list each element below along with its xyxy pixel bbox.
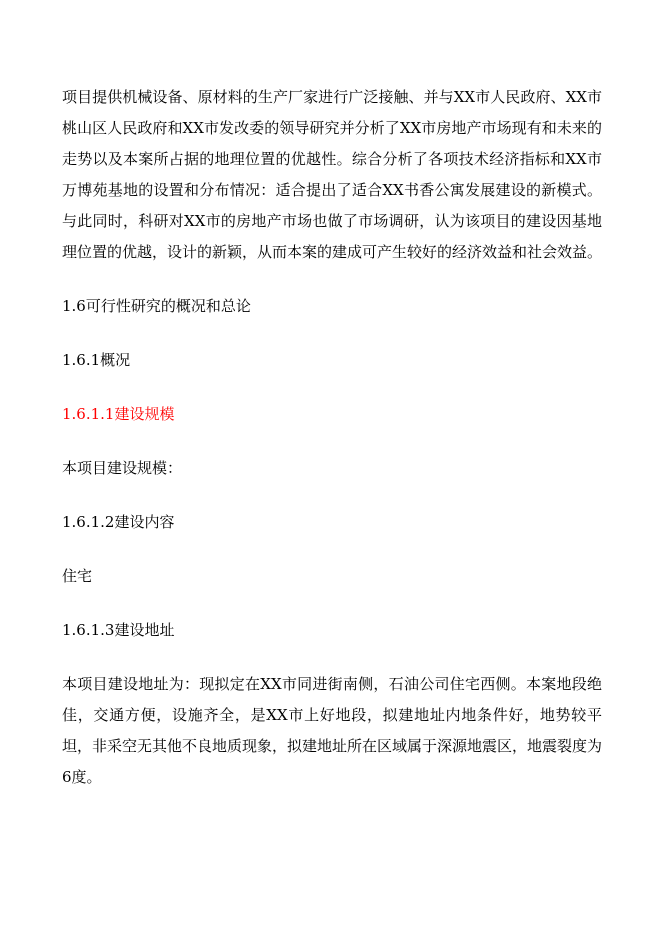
intro-paragraph: 项目提供机械设备、原材料的生产厂家进行广泛接触、并与XX市人民政府、XX市桃山区人民政府和XX市发改委的领导研究并分析了XX市房地产市场现有和未来的走势以及本案所占据的地理位置的优越性。综合分析了各项技术经济指标和XX市万博苑基地的设置和分布情况：适合提出了适合XX书香公寓发展建设的新模式。与此同时，科研对XX市的房地产市场也做了市场调研，认为该项目的建设因基地理位置的优越，设计的新颖，从而本案的建成可产生较好的经济效益和社会效益。 [62,88,603,261]
spacer [62,268,602,291]
spacer [62,538,602,561]
spacer [62,646,602,669]
spacer [62,592,602,615]
content-text: 住宅 [62,567,93,585]
spacer [62,430,602,453]
section-heading-1-6-1-3: 1.6.1.3建设地址 [62,621,175,639]
spacer [62,322,602,345]
section-heading-1-6-1-2: 1.6.1.2建设内容 [62,513,175,531]
scale-text: 本项目建设规模： [62,459,183,477]
section-heading-1-6-1: 1.6.1概况 [62,351,131,369]
section-heading-1-6-1-1: 1.6.1.1建设规模 [62,405,175,423]
document-page [62,82,602,793]
spacer [62,484,602,507]
spacer [62,376,602,399]
address-paragraph: 本项目建设地址为：现拟定在XX市同进街南侧，石油公司住宅西侧。本案地段绝佳，交通方便，设施齐全，是XX市上好地段，拟建地址内地条件好，地势较平坦，非采空无其他不良地质现象，拟建地址所在区域属于深源地震区，地震裂度为6度。 [62,675,603,786]
section-heading-1-6: 1.6可行性研究的概况和总论 [62,297,251,315]
